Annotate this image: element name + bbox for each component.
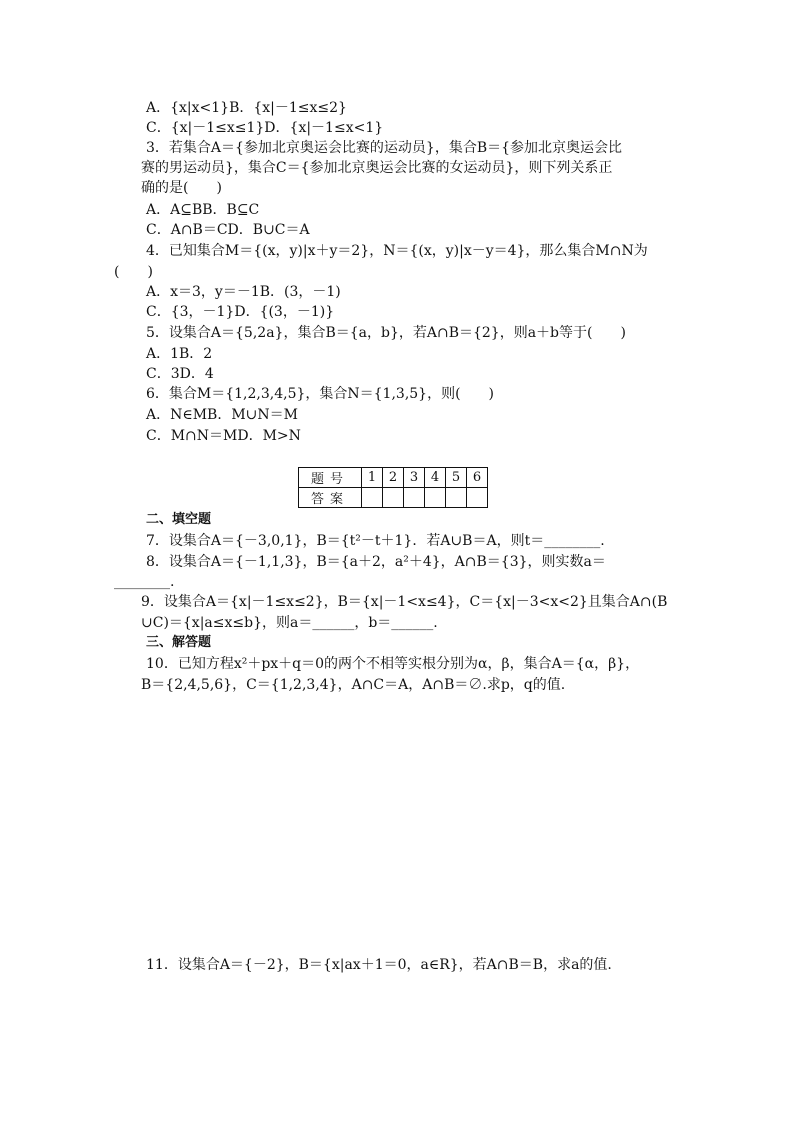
answer-table-number: 5 <box>446 468 467 488</box>
q9-line2: ∪C)＝{x|a≤x≤b}，则a＝______，b＝______. <box>141 615 438 631</box>
q5-line1: 5．设集合A＝{5,2a}，集合B＝{a，b}，若A∩B＝{2}，则a＋b等于( ) <box>146 325 626 341</box>
answer-table-header-row <box>299 468 488 488</box>
q4-options-ab: A．x＝3，y＝－1B．(3，－1) <box>146 284 341 300</box>
q3-line3: 确的是( ) <box>141 180 222 196</box>
q2-options-ab: A．{x|x<1}B．{x|－1≤x≤2} <box>146 100 347 116</box>
answer-table-number: 1 <box>362 468 383 488</box>
answer-table <box>298 467 488 508</box>
q3-options-cd: C．A∩B＝CD．B∪C＝A <box>146 222 310 238</box>
answer-cell[interactable] <box>383 488 404 508</box>
q8-line2: ________. <box>114 574 175 590</box>
answer-table-header-label: 题号 <box>299 468 362 488</box>
q4-line1: 4．已知集合M＝{(x，y)|x＋y＝2}，N＝{(x，y)|x－y＝4}，那么集合M∩N为 <box>146 243 648 259</box>
q10-line1: 10．已知方程x²＋px＋q＝0的两个不相等实根分别为α，β，集合A＝{α，β}， <box>146 656 640 672</box>
q6-options-ab: A．N∈MB．M∪N＝M <box>146 407 298 423</box>
q5-options-cd: C．3D．4 <box>146 366 214 382</box>
q6-line1: 6．集合M＝{1,2,3,4,5}，集合N＝{1,3,5}，则( ) <box>146 386 495 402</box>
q5-options-ab: A．1B．2 <box>146 346 213 362</box>
section3-title: 三、解答题 <box>146 635 212 650</box>
answer-cell[interactable] <box>467 488 488 508</box>
q3-options-ab: A．A⊆BB．B⊆C <box>146 202 260 218</box>
answer-cell[interactable] <box>404 488 425 508</box>
answer-cell[interactable] <box>425 488 446 508</box>
answer-cell[interactable] <box>446 488 467 508</box>
q3-line1: 3．若集合A＝{参加北京奥运会比赛的运动员}，集合B＝{参加北京奥运会比 <box>146 140 623 156</box>
answer-table-answer-row <box>299 488 488 508</box>
section2-title: 二、填空题 <box>146 512 212 527</box>
q11: 11．设集合A＝{－2}，B＝{x|ax＋1＝0，a∈R}，若A∩B＝B，求a的值. <box>146 957 612 973</box>
q4-line2: ( ) <box>114 264 153 280</box>
q9-line1: 9．设集合A＝{x|－1≤x≤2}，B＝{x|－1<x≤4}，C＝{x|－3<x<2}且集合A∩(B <box>141 594 668 610</box>
q8-line1: 8．设集合A＝{－1,1,3}，B＝{a＋2，a²＋4}，A∩B＝{3}，则实数a＝ <box>146 554 606 570</box>
answer-table-number: 6 <box>467 468 488 488</box>
q4-options-cd: C．{3，－1}D．{(3，－1)} <box>146 304 335 320</box>
q3-line2: 赛的男运动员}，集合C＝{参加北京奥运会比赛的女运动员}，则下列关系正 <box>141 160 613 176</box>
answer-table-number: 4 <box>425 468 446 488</box>
answer-table-number: 2 <box>383 468 404 488</box>
answer-table-row-label: 答案 <box>299 488 362 508</box>
q10-line2: B＝{2,4,5,6}，C＝{1,2,3,4}，A∩C＝A，A∩B＝∅.求p，q的值. <box>141 677 566 693</box>
answer-table-number: 3 <box>404 468 425 488</box>
q6-options-cd: C．M∩N＝MD．M>N <box>146 428 301 444</box>
q2-options-cd: C．{x|－1≤x≤1}D．{x|－1≤x<1} <box>146 120 384 136</box>
answer-cell[interactable] <box>362 488 383 508</box>
q7: 7．设集合A＝{－3,0,1}，B＝{t²－t＋1}．若A∪B＝A，则t＝________. <box>146 533 605 549</box>
